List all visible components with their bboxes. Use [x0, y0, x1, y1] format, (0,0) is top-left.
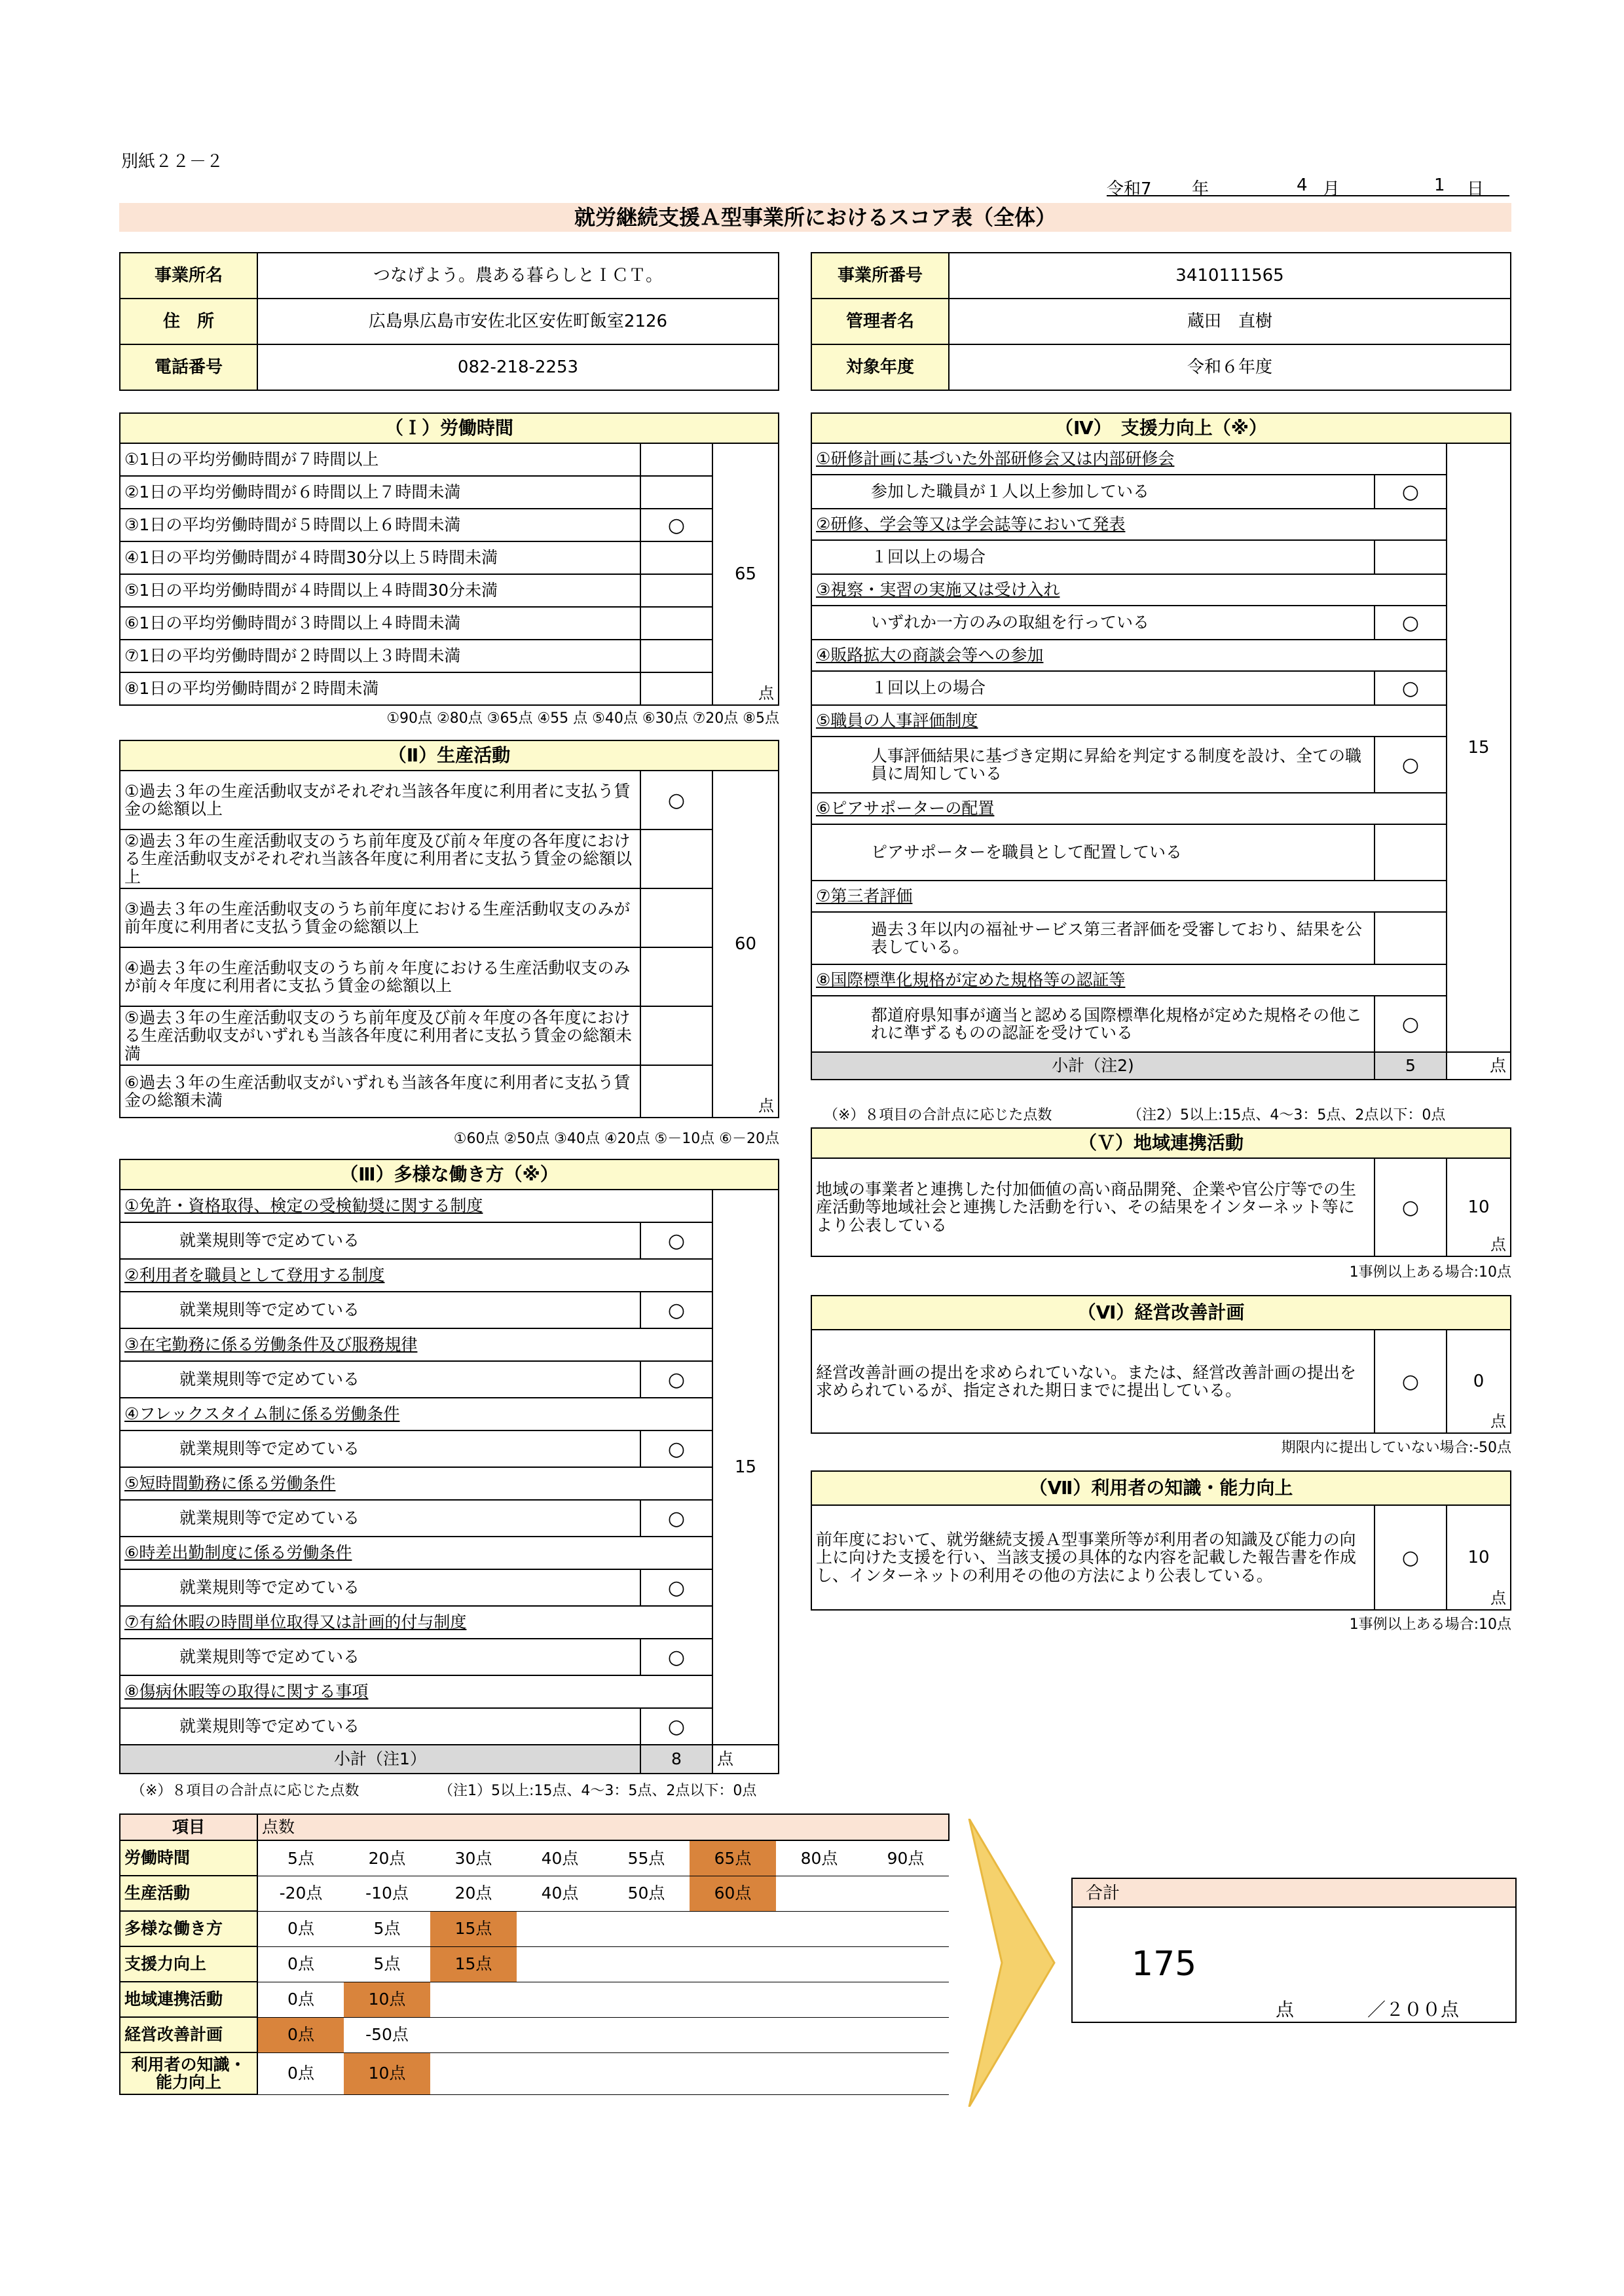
- breakdown-cell: 90点: [862, 1840, 949, 1876]
- breakdown-row-label: 支援力向上: [120, 1946, 257, 1982]
- breakdown-cell: 5点: [344, 1911, 430, 1946]
- s6-footnote: 期限内に提出していない場合:-50点: [1281, 1440, 1511, 1456]
- breakdown-cell: 15点: [430, 1946, 517, 1982]
- s1-mark: [640, 574, 712, 607]
- breakdown-cell: 20点: [344, 1840, 430, 1876]
- s4-footnote-1: （※）８項目の合計点に応じた点数: [824, 1107, 1052, 1123]
- s3-heading: ②利用者を職員として登用する制度: [120, 1259, 712, 1292]
- s1-mark: [640, 640, 712, 672]
- office-info-left: [119, 252, 779, 391]
- s1-mark: [640, 607, 712, 640]
- total-unit: 点: [1276, 1999, 1295, 2020]
- breakdown-cell: [862, 1911, 949, 1946]
- breakdown-cell: [690, 2052, 776, 2094]
- breakdown-cell: [776, 1876, 862, 1911]
- breakdown-cell: 60点: [690, 1876, 776, 1911]
- s5-score-cell: [1447, 1158, 1511, 1256]
- total-box: [1071, 1878, 1517, 2023]
- breakdown-row: [120, 2017, 949, 2052]
- s1-mark: [640, 443, 712, 476]
- breakdown-cell: -20点: [257, 1876, 344, 1911]
- section-2-title: （Ⅱ）生産活動: [120, 740, 779, 771]
- s3-heading: ⑦有給休暇の時間単位取得又は計画的付与制度: [120, 1606, 712, 1639]
- breakdown-cell: 80点: [776, 1840, 862, 1876]
- s3-score: 15: [712, 1190, 779, 1745]
- breakdown-cell: 55点: [603, 1840, 690, 1876]
- s4-subtotal-label: 小計（注2): [811, 1052, 1375, 1080]
- s2-item: ③過去３年の生産活動収支のうち前年度における生産活動収支のみが前年度に利用者に支払う賃金の総額以上: [120, 888, 640, 947]
- s1-score-cell: [712, 443, 779, 705]
- breakdown-cell: 40点: [517, 1840, 603, 1876]
- s4-desc: 都道府県知事が適当と認める国際標準化規格が定めた規格その他これに準ずるものの認証を受けている: [811, 996, 1375, 1052]
- breakdown-cell: [862, 2052, 949, 2094]
- s3-mark: ○: [640, 1569, 712, 1606]
- s3-subtotal: 8: [640, 1745, 712, 1774]
- s3-desc: 就業規則等で定めている: [120, 1222, 640, 1259]
- s4-desc: １回以上の場合: [811, 540, 1375, 574]
- s7-footnote: 1事例以上ある場合:10点: [1349, 1616, 1511, 1633]
- s1-item: ④1日の平均労働時間が４時間30分以上５時間未満: [120, 541, 640, 574]
- s4-mark: ○: [1375, 737, 1447, 793]
- breakdown-row: [120, 2052, 949, 2094]
- s4-subtotal: 5: [1375, 1052, 1447, 1080]
- s4-mark: ○: [1375, 996, 1447, 1052]
- section-4-title: （Ⅳ） 支援力向上（※）: [811, 413, 1511, 443]
- s5-text: 地域の事業者と連携した付加価値の高い商品開発、企業や官公庁等での生産活動等地域社会と連携した活動を行い、その結果をインターネット等により公表している: [811, 1158, 1375, 1256]
- s2-footnote: ①60点 ②50点 ③40点 ④20点 ⑤－10点 ⑥－20点: [453, 1131, 779, 1147]
- breakdown-cell: [517, 1982, 603, 2017]
- s1-footnote: ①90点 ②80点 ③65点 ④55 点 ⑤40点 ⑥30点 ⑦20点 ⑧5点: [386, 710, 779, 727]
- s2-item: ⑤過去３年の生産活動収支のうち前年度及び前々年度の各年度における生産活動収支がいずれも当該各年度に利用者に支払う賃金の総額未満: [120, 1006, 640, 1065]
- s4-desc: １回以上の場合: [811, 671, 1375, 705]
- s1-item: ⑤1日の平均労働時間が４時間以上４時間30分未満: [120, 574, 640, 607]
- s3-mark: ○: [640, 1500, 712, 1537]
- s1-item: ⑧1日の平均労働時間が２時間未満: [120, 672, 640, 705]
- s3-desc: 就業規則等で定めている: [120, 1430, 640, 1467]
- s2-score: 60: [734, 934, 757, 954]
- s1-mark: [640, 541, 712, 574]
- breakdown-cell: [862, 1876, 949, 1911]
- s1-unit: 点: [758, 683, 774, 702]
- breakdown-cell: [603, 1946, 690, 1982]
- breakdown-cell: 0点: [257, 1946, 344, 1982]
- breakdown-row-label: 多様な働き方: [120, 1911, 257, 1946]
- breakdown-cell: [603, 1911, 690, 1946]
- breakdown-row: [120, 1982, 949, 2017]
- section-3-title: （Ⅲ）多様な働き方（※）: [120, 1159, 779, 1190]
- section-2-table: [119, 740, 779, 1118]
- breakdown-cell: 0点: [257, 1911, 344, 1946]
- s3-heading: ①免許・資格取得、検定の受検勧奨に関する制度: [120, 1190, 712, 1222]
- s4-mark: ○: [1375, 671, 1447, 705]
- s5-footnote: 1事例以上ある場合:10点: [1349, 1264, 1511, 1281]
- breakdown-cell: -50点: [344, 2017, 430, 2052]
- s4-footnote-2: （注2）5以上:15点、4～3：5点、2点以下：0点: [1128, 1107, 1446, 1123]
- s4-heading: ②研修、学会等又は学会誌等において発表: [811, 509, 1447, 540]
- breakdown-row-label: 生産活動: [120, 1876, 257, 1911]
- s3-mark: ○: [640, 1708, 712, 1745]
- section-7-table: [811, 1470, 1511, 1611]
- breakdown-cell: [690, 2017, 776, 2052]
- total-label: 合計: [1073, 1879, 1515, 1908]
- s6-mark: ○: [1375, 1330, 1447, 1433]
- breakdown-cell: [430, 2052, 517, 2094]
- s6-text: 経営改善計画の提出を求められていない。または、経営改善計画の提出を求められているが、指定された期日までに提出している。: [811, 1330, 1375, 1433]
- s4-mark: [1375, 824, 1447, 881]
- section-5-title: （Ｖ）地域連携活動: [811, 1128, 1511, 1158]
- address-label: 住 所: [120, 299, 257, 344]
- s3-heading: ⑥時差出勤制度に係る労働条件: [120, 1537, 712, 1569]
- s4-mark: ○: [1375, 606, 1447, 640]
- office-name: つなげよう。農ある暮らしとＩＣＴ。: [257, 253, 779, 299]
- breakdown-cell: 10点: [344, 2052, 430, 2094]
- breakdown-row-label: 地域連携活動: [120, 1982, 257, 2017]
- s1-mark: [640, 476, 712, 509]
- breakdown-table: [119, 1813, 950, 2095]
- date-day: 1: [1434, 175, 1445, 195]
- breakdown-header-item: 項目: [120, 1814, 257, 1840]
- s7-score-cell: [1447, 1505, 1511, 1610]
- section-6-table: [811, 1295, 1511, 1434]
- breakdown-cell: [862, 1982, 949, 2017]
- s2-unit: 点: [758, 1096, 774, 1115]
- year-label: 対象年度: [811, 344, 949, 390]
- arrow-icon: [963, 1819, 1061, 2107]
- s2-mark: [640, 1065, 712, 1118]
- breakdown-cell: [517, 1946, 603, 1982]
- section-6-title: （Ⅵ）経営改善計画: [811, 1296, 1511, 1330]
- office-number: 3410111565: [949, 253, 1511, 299]
- office-info-right: [811, 252, 1511, 391]
- s1-item: ②1日の平均労働時間が６時間以上７時間未満: [120, 476, 640, 509]
- s4-mark: [1375, 912, 1447, 964]
- s3-heading: ③在宅勤務に係る労働条件及び服務規律: [120, 1328, 712, 1361]
- s3-heading: ④フレックスタイム制に係る労働条件: [120, 1398, 712, 1430]
- breakdown-row: [120, 1876, 949, 1911]
- s3-unit: 点: [712, 1745, 779, 1774]
- s4-heading: ⑤職員の人事評価制度: [811, 705, 1447, 737]
- s3-mark: ○: [640, 1222, 712, 1259]
- breakdown-cell: 40点: [517, 1876, 603, 1911]
- s2-item: ②過去３年の生産活動収支のうち前年度及び前々年度の各年度における生産活動収支がそれぞれ当該各年度に利用者に支払う賃金の総額以上: [120, 829, 640, 888]
- s3-desc: 就業規則等で定めている: [120, 1361, 640, 1398]
- s1-mark: [640, 672, 712, 705]
- s4-heading: ①研修計画に基づいた外部研修会又は内部研修会: [811, 443, 1447, 475]
- s4-desc: いずれか一方のみの取組を行っている: [811, 606, 1375, 640]
- s6-score-cell: [1447, 1330, 1511, 1433]
- breakdown-cell: [776, 1911, 862, 1946]
- breakdown-row-label: 労働時間: [120, 1840, 257, 1876]
- breakdown-cell: [776, 1982, 862, 2017]
- s3-desc: 就業規則等で定めている: [120, 1569, 640, 1606]
- s3-heading: ⑤短時間勤務に係る労働条件: [120, 1467, 712, 1500]
- total-value: 175: [1132, 1944, 1197, 1984]
- breakdown-cell: [776, 2017, 862, 2052]
- tel: 082-218-2253: [257, 344, 779, 390]
- breakdown-cell: [603, 2017, 690, 2052]
- s2-mark: ○: [640, 771, 712, 829]
- breakdown-cell: 15点: [430, 1911, 517, 1946]
- date-era: 令和7: [1107, 179, 1152, 199]
- manager: 蔵田 直樹: [949, 299, 1511, 344]
- s2-mark: [640, 829, 712, 888]
- breakdown-cell: [603, 2052, 690, 2094]
- breakdown-cell: [517, 2017, 603, 2052]
- s4-heading: ⑧国際標準化規格が定めた規格等の認証等: [811, 964, 1447, 996]
- breakdown-cell: [862, 1946, 949, 1982]
- breakdown-cell: [690, 1946, 776, 1982]
- tel-label: 電話番号: [120, 344, 257, 390]
- s3-mark: ○: [640, 1430, 712, 1467]
- total-max: ／２００点: [1367, 1999, 1460, 2020]
- breakdown-cell: 0点: [257, 1982, 344, 2017]
- s4-score: 15: [1447, 443, 1511, 1052]
- s1-mark: ○: [640, 509, 712, 541]
- s4-heading: ⑦第三者評価: [811, 881, 1447, 912]
- s5-score: 10: [1467, 1197, 1490, 1217]
- breakdown-cell: -10点: [344, 1876, 430, 1911]
- s2-mark: [640, 1006, 712, 1065]
- s5-unit: 点: [1490, 1235, 1506, 1254]
- s1-item: ⑦1日の平均労働時間が２時間以上３時間未満: [120, 640, 640, 672]
- s2-mark: [640, 947, 712, 1006]
- s4-desc: ピアサポーターを職員として配置している: [811, 824, 1375, 881]
- page-title: 就労継続支援Ａ型事業所におけるスコア表（全体）: [119, 203, 1511, 232]
- date-month: 4: [1297, 175, 1308, 195]
- s1-item: ⑥1日の平均労働時間が３時間以上４時間未満: [120, 607, 640, 640]
- breakdown-cell: [517, 1911, 603, 1946]
- office-number-label: 事業所番号: [811, 253, 949, 299]
- s2-item: ④過去３年の生産活動収支のうち前々年度における生産活動収支のみが前々年度に利用者に支払う賃金の総額以上: [120, 947, 640, 1006]
- manager-label: 管理者名: [811, 299, 949, 344]
- address: 広島県広島市安佐北区安佐町飯室2126: [257, 299, 779, 344]
- target-year: 令和６年度: [949, 344, 1511, 390]
- s3-heading: ⑧傷病休暇等の取得に関する事項: [120, 1675, 712, 1708]
- breakdown-row: [120, 1840, 949, 1876]
- s4-mark: ○: [1375, 475, 1447, 509]
- s3-footnote-1: （※）８項目の合計点に応じた点数: [131, 1783, 360, 1799]
- breakdown-cell: [690, 1911, 776, 1946]
- s4-heading: ⑥ピアサポーターの配置: [811, 793, 1447, 824]
- s5-mark: ○: [1375, 1158, 1447, 1256]
- s4-heading: ③視察・実習の実施又は受け入れ: [811, 574, 1447, 606]
- doc-label: 別紙２２－２: [121, 152, 224, 172]
- breakdown-cell: [690, 1982, 776, 2017]
- breakdown-row: [120, 1946, 949, 1982]
- s7-mark: ○: [1375, 1505, 1447, 1610]
- breakdown-cell: [776, 2052, 862, 2094]
- s4-desc: 人事評価結果に基づき定期に昇給を判定する制度を設け、全ての職員に周知している: [811, 737, 1375, 793]
- breakdown-cell: 5点: [257, 1840, 344, 1876]
- breakdown-row-label: 利用者の知識・ 能力向上: [120, 2052, 257, 2094]
- s1-score: 65: [734, 564, 757, 584]
- s7-score: 10: [1467, 1547, 1490, 1567]
- breakdown-cell: [776, 1946, 862, 1982]
- section-1-table: [119, 412, 779, 706]
- breakdown-cell: 0点: [257, 2052, 344, 2094]
- s3-desc: 就業規則等で定めている: [120, 1500, 640, 1537]
- breakdown-cell: [603, 1982, 690, 2017]
- breakdown-cell: 50点: [603, 1876, 690, 1911]
- s1-item: ①1日の平均労働時間が７時間以上: [120, 443, 640, 476]
- section-1-title: （Ｉ）労働時間: [120, 413, 779, 443]
- s2-mark: [640, 888, 712, 947]
- date-year-unit: 年: [1192, 179, 1209, 199]
- s3-mark: ○: [640, 1639, 712, 1675]
- s4-unit: 点: [1447, 1052, 1511, 1080]
- s3-mark: ○: [640, 1292, 712, 1328]
- s6-score: 0: [1473, 1371, 1485, 1391]
- breakdown-cell: 10点: [344, 1982, 430, 2017]
- s3-desc: 就業規則等で定めている: [120, 1708, 640, 1745]
- breakdown-cell: 30点: [430, 1840, 517, 1876]
- date-month-unit: 月: [1323, 179, 1340, 199]
- s2-score-cell: [712, 771, 779, 1118]
- s1-item: ③1日の平均労働時間が５時間以上６時間未満: [120, 509, 640, 541]
- s7-unit: 点: [1490, 1588, 1506, 1607]
- s7-text: 前年度において、就労継続支援Ａ型事業所等が利用者の知識及び能力の向上に向けた支援を行い、当該支援の具体的な内容を記載した報告書を作成し、インターネットの利用その他の方法により公表している。: [811, 1505, 1375, 1610]
- breakdown-cell: [517, 2052, 603, 2094]
- breakdown-row: [120, 1911, 949, 1946]
- s6-unit: 点: [1490, 1412, 1506, 1430]
- s4-desc: 参加した職員が１人以上参加している: [811, 475, 1375, 509]
- s3-desc: 就業規則等で定めている: [120, 1292, 640, 1328]
- office-name-label: 事業所名: [120, 253, 257, 299]
- s3-footnote-2: （注1）5以上:15点、4～3：5点、2点以下：0点: [439, 1783, 757, 1799]
- breakdown-cell: 20点: [430, 1876, 517, 1911]
- section-7-title: （Ⅶ）利用者の知識・能力向上: [811, 1471, 1511, 1505]
- s2-item: ①過去３年の生産活動収支がそれぞれ当該各年度に利用者に支払う賃金の総額以上: [120, 771, 640, 829]
- s2-item: ⑥過去３年の生産活動収支がいずれも当該各年度に利用者に支払う賃金の総額未満: [120, 1065, 640, 1118]
- breakdown-header-points: 点数: [257, 1814, 949, 1840]
- s4-mark: [1375, 540, 1447, 574]
- s4-desc: 過去３年以内の福祉サービス第三者評価を受審しており、結果を公表している。: [811, 912, 1375, 964]
- s4-heading: ④販路拡大の商談会等への参加: [811, 640, 1447, 671]
- section-4-table: [811, 412, 1511, 1080]
- s3-desc: 就業規則等で定めている: [120, 1639, 640, 1675]
- breakdown-cell: 5点: [344, 1946, 430, 1982]
- breakdown-cell: 0点: [257, 2017, 344, 2052]
- breakdown-cell: [430, 2017, 517, 2052]
- section-3-table: [119, 1159, 779, 1774]
- s3-subtotal-label: 小計（注1）: [120, 1745, 640, 1774]
- breakdown-cell: 65点: [690, 1840, 776, 1876]
- s3-mark: ○: [640, 1361, 712, 1398]
- section-5-table: [811, 1127, 1511, 1257]
- breakdown-cell: [862, 2017, 949, 2052]
- date-line: [1107, 175, 1509, 199]
- breakdown-row-label: 経営改善計画: [120, 2017, 257, 2052]
- breakdown-cell: [430, 1982, 517, 2017]
- date-day-unit: 日: [1467, 179, 1485, 199]
